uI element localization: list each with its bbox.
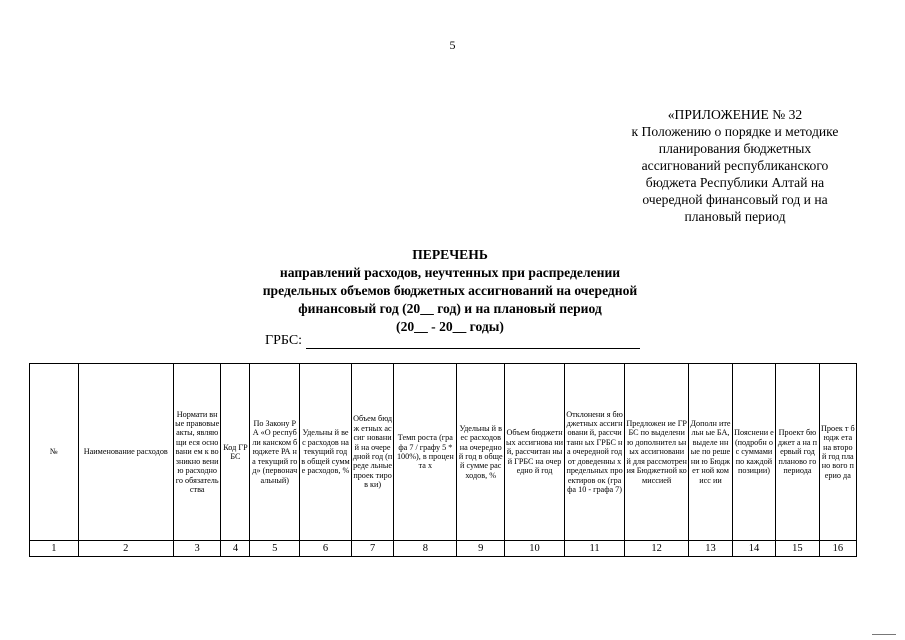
header-cell: Предложен ие ГРБС по выделению дополнител ьных ассигновани й для рассмотрен ия Бюджетной комиссией — [625, 364, 689, 541]
appendix-line: «ПРИЛОЖЕНИЕ № 32 — [667, 107, 803, 122]
column-number-cell: 2 — [78, 541, 173, 557]
appendix-line: бюджета Республики Алтай на — [645, 175, 825, 190]
column-number-cell: 13 — [689, 541, 732, 557]
header-cell: Объем бюджетн ых ассигнова ний, рассчитан ный ГРБС на очередно й год — [505, 364, 565, 541]
header-cell: Проек т бюдж ета на второ й год плано вого перио да — [819, 364, 856, 541]
header-cell: Нормати вные правовые акты, являющи еся основани ем к возникно вению расходно го обязатель ства — [173, 364, 221, 541]
document-title: ПЕРЕЧЕНЬ — [412, 247, 488, 262]
document-heading — [180, 246, 720, 336]
appendix-line: ассигнований республиканского — [641, 158, 829, 173]
column-number-cell: 3 — [173, 541, 221, 557]
grbs-blank-line — [306, 334, 640, 349]
column-number-cell: 4 — [221, 541, 250, 557]
column-number-cell: 14 — [732, 541, 775, 557]
appendix-line: плановый период — [684, 209, 786, 224]
header-cell: Объем бюдж етных ассиг новани й на очере дной год (преде льные проек тиров ки) — [351, 364, 393, 541]
appendix-line: к Положению о порядке и методике — [631, 124, 839, 139]
header-cell: Наименование расходов — [78, 364, 173, 541]
grbs-field — [265, 333, 640, 349]
column-number-cell: 1 — [30, 541, 79, 557]
header-cell: По Закону РА «О республи канском бюджете РА на текущий год» (первонач альный) — [250, 364, 300, 541]
appendix-line: планирования бюджетных — [658, 141, 812, 156]
grbs-label: ГРБС: — [265, 333, 303, 348]
expenses-table — [29, 363, 857, 557]
scan-mark — [872, 634, 896, 635]
appendix-line: очередной финансовый год и на — [642, 192, 828, 207]
header-cell: № — [30, 364, 79, 541]
column-number-cell: 7 — [351, 541, 393, 557]
column-number-cell: 10 — [505, 541, 565, 557]
page-number: 5 — [449, 38, 456, 52]
column-number-cell: 15 — [776, 541, 819, 557]
heading-line: направлений расходов, неучтенных при распределении — [279, 265, 621, 280]
column-number-row — [30, 541, 857, 557]
header-cell: Удельны й вес расходов на очередно й год в общей сумме расходов, % — [457, 364, 505, 541]
table-header-row — [30, 364, 857, 541]
heading-line: предельных объемов бюджетных ассигнований на очередной — [262, 283, 638, 298]
header-cell: Отклонени я бюджетных ассигновани й, рассчитанн ых ГРБС на очередной год от доведенны х предельных проектиров ок (графа 10 - графа 7) — [565, 364, 625, 541]
column-number-cell: 8 — [394, 541, 457, 557]
column-number-cell: 12 — [625, 541, 689, 557]
column-number-cell: 6 — [300, 541, 352, 557]
header-cell: Темп роста (графа 7 / графу 5 * 100%), в процента х — [394, 364, 457, 541]
heading-line: финансовый год (20__ год) и на плановый период — [298, 301, 602, 316]
column-number-cell: 5 — [250, 541, 300, 557]
column-number-cell: 9 — [457, 541, 505, 557]
column-number-cell: 16 — [819, 541, 856, 557]
header-cell: Код ГРБС — [221, 364, 250, 541]
heading-line: (20__ - 20__ годы) — [396, 319, 504, 334]
column-number-cell: 11 — [565, 541, 625, 557]
appendix-block — [600, 106, 870, 225]
header-cell: Пояснени е (подробн о с суммами по каждой позиции) — [732, 364, 775, 541]
header-cell: Удельны й вес расходов на текущий год в общей сумме расходов, % — [300, 364, 352, 541]
header-cell: Проект бюджет а на первый год планово го периода — [776, 364, 819, 541]
header-cell: Дополн ительн ые БА, выделе нные по решени ю Бюджет ной комисс ии — [689, 364, 732, 541]
